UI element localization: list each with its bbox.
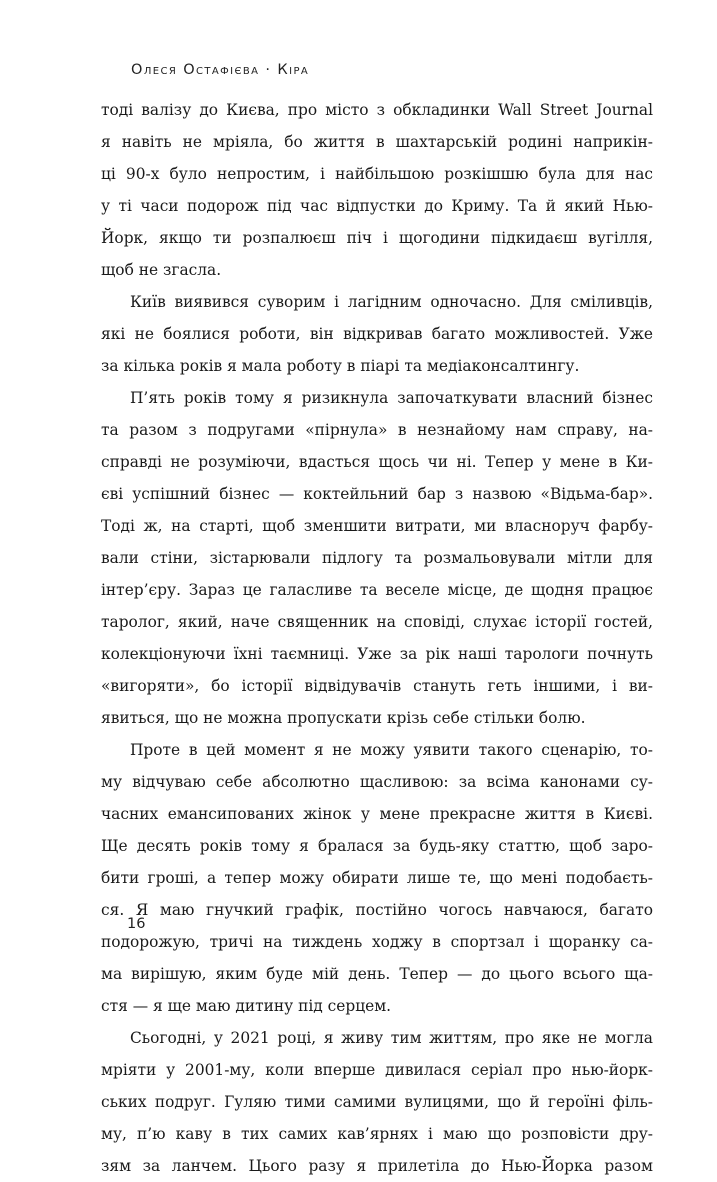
text-line: я навіть не мріяла, бо життя в шахтарській родині наприкін- xyxy=(101,133,653,151)
text-line: «вигоряти», бо історії відвідувачів стануть геть іншими, і ви- xyxy=(101,677,653,695)
text-line: таролог, який, наче священник на сповіді, слухає історії гостей, xyxy=(101,613,653,631)
text-line: інтер’єру. Зараз це галасливе та веселе місце, де щодня працює xyxy=(101,581,653,599)
text-line: стя — я ще маю дитину під серцем. xyxy=(101,997,392,1015)
text-line: та разом з подругами «пірнула» в незнайому нам справу, на- xyxy=(101,421,653,439)
text-line: Тоді ж, на старті, щоб зменшити витрати, ми власноруч фарбу- xyxy=(101,517,653,535)
text-line: справді не розуміючи, вдасться щось чи ні. Тепер у мене в Ки- xyxy=(101,453,653,471)
text-line: єві успішний бізнес — коктейльний бар з назвою «Відьма-бар». xyxy=(101,485,653,503)
text-line: Київ виявився суворим і лагідним одночасно. Для сміливців, xyxy=(130,293,653,311)
text-line: щоб не згасла. xyxy=(101,261,222,279)
text-line: часних емансипованих жінок у мене прекрасне життя в Києві. xyxy=(101,805,653,823)
text-line: за кілька років я мала роботу в піарі та медіаконсалтингу. xyxy=(101,357,580,375)
text-line: ся. Я маю гнучкий графік, постійно чогось навчаюся, багато xyxy=(101,901,653,919)
text-line: му, п’ю каву в тих самих кав’ярнях і маю що розповісти дру- xyxy=(101,1125,653,1143)
text-line: колекціонуючи їхні таємниці. Уже за рік наші тарологи почнуть xyxy=(101,645,653,663)
body-text xyxy=(101,94,653,1182)
text-line: подорожую, тричі на тиждень ходжу в спортзал і щоранку са- xyxy=(101,933,653,951)
text-line: Сьогодні, у 2021 році, я живу тим життям, про яке не могла xyxy=(130,1029,653,1047)
text-line: Йорк, якщо ти розпалюєш піч і щогодини підкидаєш вугілля, xyxy=(101,229,653,247)
text-line: ських подруг. Гуляю тими самими вулицями, що й героїні філь- xyxy=(101,1093,653,1111)
text-line: П’ять років тому я ризикнула започаткувати власний бізнес xyxy=(130,389,653,407)
text-line: ці 90-х було непростим, і найбільшою розкішшю була для нас xyxy=(101,165,653,183)
text-line: які не боялися роботи, він відкривав багато можливостей. Уже xyxy=(101,325,653,343)
text-line: явиться, що не можна пропускати крізь себе стільки болю. xyxy=(101,709,586,727)
text-line: вали стіни, зістарювали підлогу та розмальовували мітли для xyxy=(101,549,653,567)
text-line: мріяти у 2001-му, коли вперше дивилася серіал про нью-йорк- xyxy=(101,1061,653,1079)
text-line: ма вирішую, яким буде мій день. Тепер — до цього всього ща- xyxy=(101,965,653,983)
text-line: тоді валізу до Києва, про місто з обкладинки Wall Street Journal xyxy=(101,101,653,119)
page-number: 16 xyxy=(127,916,146,932)
text-line: му відчуваю себе абсолютно щасливою: за всіма канонами су- xyxy=(101,773,653,791)
text-line: бити гроші, а тепер можу обирати лише те, що мені подобаєть- xyxy=(101,869,653,887)
text-line: Ще десять років тому я бралася за будь-яку статтю, щоб заро- xyxy=(101,837,653,855)
text-line: зям за ланчем. Цього разу я прилетіла до Нью-Йорка разом xyxy=(101,1157,653,1175)
text-line: у ті часи подорож під час відпустки до Криму. Та й який Нью- xyxy=(101,197,653,215)
text-line: Проте в цей момент я не можу уявити такого сценарію, то- xyxy=(130,741,653,759)
running-head: Олеся Остафієва · Кіра xyxy=(131,62,310,78)
